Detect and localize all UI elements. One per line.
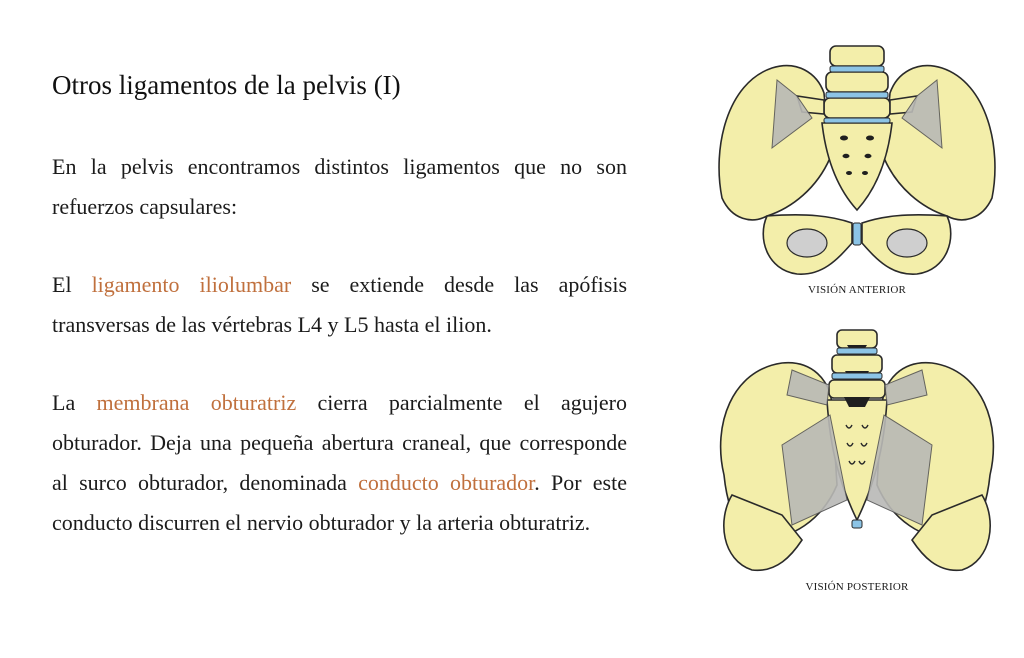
iliolumbar-post: se extiende desde las apófisis transversas de las vértebras L4 y L5 hasta el ilion. — [52, 272, 628, 337]
text-column — [52, 70, 627, 581]
term-conducto-obturador: conducto obturador — [358, 470, 535, 495]
iliolumbar-pre: El — [52, 272, 92, 297]
pelvis-anterior-figure — [712, 38, 1002, 296]
caption-anterior: VISIÓN ANTERIOR — [807, 284, 907, 296]
pelvis-anterior-illustration — [712, 38, 1002, 278]
pelvis-posterior-figure — [712, 325, 1002, 593]
obturatriz-paragraph — [52, 383, 627, 543]
iliolumbar-paragraph — [52, 265, 627, 345]
obturatriz-pre: La — [52, 390, 97, 415]
pelvis-posterior-illustration — [712, 325, 1002, 575]
term-ligamento-iliolumbar: ligamento iliolumbar — [91, 272, 292, 297]
obturatriz-mid: cierra parcialmente el agujero obturador. Deja una pequeña abertura craneal, que corresponde al surco obturador, denominada — [52, 390, 627, 495]
term-membrana-obturatriz: membrana obturatriz — [96, 390, 297, 415]
page-title: Otros ligamentos de la pelvis (I) — [52, 70, 401, 100]
intro-paragraph: En la pelvis encontramos distintos ligamentos que no son refuerzos capsulares: — [52, 154, 627, 219]
caption-posterior: VISIÓN POSTERIOR — [805, 581, 909, 593]
obturatriz-post: . Por este conducto discurren el nervio obturador y la arteria obturatriz. — [52, 470, 627, 535]
